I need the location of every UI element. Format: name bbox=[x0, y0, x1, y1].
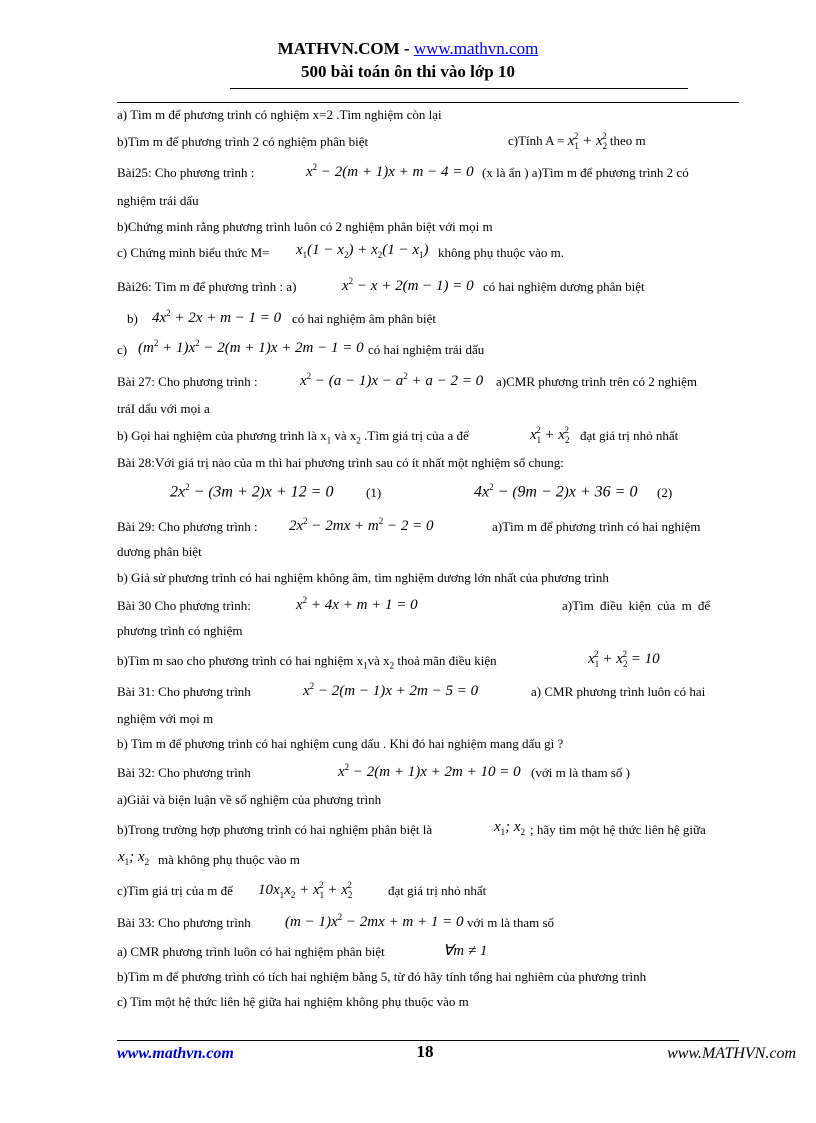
text-line: a) CMR phương trình luôn có hai bbox=[531, 684, 706, 699]
header-separator: - bbox=[399, 39, 414, 58]
page-header-subtitle: 500 bài toán ôn thi vào lớp 10 bbox=[301, 62, 515, 81]
text-line: c) Tìm một hệ thức liên hệ giữa hai nghiệm không phụ thuộc vào m bbox=[117, 994, 469, 1009]
equation-number: (2) bbox=[657, 485, 673, 500]
text-line: có hai nghiệm dương phân biệt bbox=[483, 279, 645, 294]
equation: $2x^2 - 2mx + m^2 - 2 = 0$ bbox=[289, 516, 434, 534]
text-line: phương trình có nghiệm bbox=[117, 623, 243, 638]
equation: $x_1(1 - x_2) + x_2(1 - x_1)$ bbox=[296, 242, 429, 260]
text-line: c) Chứng minh biểu thức M= bbox=[117, 245, 270, 260]
equation: $x_1$; $x_2$ bbox=[494, 819, 526, 837]
equation: $x^2 - (a - 1)x - a^2 + a - 2 = 0$ bbox=[300, 371, 484, 389]
site-link[interactable]: www.mathvn.com bbox=[413, 39, 539, 58]
footer-rule bbox=[117, 1040, 739, 1041]
text-line: b) Tìm m để phương trình có hai nghiệm cung dấu . Khi đó hai nghiệm mang dấu gì ? bbox=[117, 736, 564, 751]
text-line: ; hãy tìm một hệ thức liên hệ giữa bbox=[530, 822, 706, 837]
exercise-title: Bài 28:Với giá trị nào của m thì hai phương trình sau có ít nhất một nghiệm số chung: bbox=[117, 455, 564, 470]
text-line: b)Tìm m để phương trình 2 có nghiệm phân biệt bbox=[117, 134, 369, 149]
text-line: (x là ẩn ) a)Tìm m để phương trình 2 có bbox=[482, 165, 689, 180]
equation: $x^2 - 2(m - 1)x + 2m - 5 = 0$ bbox=[303, 681, 479, 699]
exercise-title: Bài 32: Cho phương trình bbox=[117, 765, 251, 780]
text-line: có hai nghiệm trái dấu bbox=[368, 342, 485, 357]
equation: $x^2 + 4x + m + 1 = 0$ bbox=[296, 595, 418, 613]
text-line: b) Giả sử phương trình có hai nghiệm không âm, tìm nghiệm dương lớn nhất của phương trình bbox=[117, 570, 609, 585]
exercise-title: Bài 31: Cho phương trình bbox=[117, 684, 251, 699]
text-line: đạt giá trị nhỏ nhất bbox=[580, 428, 679, 443]
text-line: b)Chứng minh rằng phương trình luôn có 2 nghiệm phân biệt với mọi m bbox=[117, 219, 493, 234]
text-line: nghiệm với mọi m bbox=[117, 711, 214, 726]
text-line: a)Tìm điều kiện của m để bbox=[562, 598, 711, 613]
text-line: a)Giải và biện luận về số nghiệm của phương trình bbox=[117, 792, 382, 807]
exercise-title: Bài 27: Cho phương trình : bbox=[117, 374, 258, 389]
text-line: dương phân biệt bbox=[117, 544, 202, 559]
equation: $x_1^2 + x_2^2$ bbox=[530, 425, 570, 445]
header-rule bbox=[230, 88, 688, 89]
text-line: b)Trong trường hợp phương trình có hai nghiệm phân biệt là bbox=[117, 822, 433, 837]
equation: $x^2 - x + 2(m - 1) = 0$ bbox=[342, 276, 474, 294]
site-name: MATHVN.COM bbox=[277, 39, 400, 58]
text-line: mà không phụ thuộc vào m bbox=[158, 852, 300, 867]
content-top-rule bbox=[117, 102, 739, 103]
text-line: c) bbox=[117, 342, 128, 357]
text-line: b)Tìm m sao cho phương trình có hai nghiệm $x_1và$ $x_2$ thoả mãn điều kiện bbox=[117, 653, 497, 671]
text-line: đạt giá trị nhỏ nhất bbox=[388, 883, 487, 898]
text-line: b) bbox=[127, 311, 138, 326]
equation: $(m - 1)x^2 - 2mx + m + 1 = 0$ bbox=[285, 912, 464, 930]
text-line: c)Tính $A = x_1^2 + x_2^2$ theo m bbox=[508, 131, 646, 151]
equation: $4x^2 + 2x + m - 1 = 0$ bbox=[152, 308, 282, 326]
text-line: tráI dấu với mọi a bbox=[117, 401, 210, 416]
exercise-title: Bài25: Cho phương trình : bbox=[117, 165, 255, 180]
exercise-title: Bài26: Tìm m để phương trình : a) bbox=[117, 279, 297, 294]
exercise-title: Bài 29: Cho phương trình : bbox=[117, 519, 258, 534]
text-line: a)Tìm m để phương trình có hai nghiệm bbox=[492, 519, 701, 534]
text-line: có hai nghiệm âm phân biệt bbox=[292, 311, 437, 326]
equation: $x_1$; $x_2$ bbox=[118, 849, 150, 867]
text-line: c)Tìm giá trị của m để bbox=[117, 883, 233, 898]
text-line: b) Gọi hai nghiệm của phương trình là $x_1$ và $x_2$ .Tìm giá trị của a để bbox=[117, 428, 469, 446]
equation: ∀m ≠ 1 bbox=[443, 943, 488, 959]
equation: $x^2 - 2(m + 1)x + m - 4 = 0$ bbox=[306, 162, 474, 180]
text-line: (với m là tham số ) bbox=[531, 765, 630, 780]
exercise-title: Bài 30 Cho phương trình: bbox=[117, 598, 251, 613]
text-line: a)CMR phương trình trên có 2 nghiệm bbox=[496, 374, 697, 389]
equation-2: $4x^2 - (9m - 2)x + 36 = 0$ bbox=[474, 482, 638, 501]
footer-left-link[interactable]: www.mathvn.com bbox=[117, 1045, 234, 1062]
equation: $x^2 - 2(m + 1)x + 2m + 10 = 0$ bbox=[338, 762, 521, 780]
text-line: a) Tìm m để phương trình có nghiệm x=2 .Tìm nghiệm còn lại bbox=[117, 107, 442, 122]
equation-number: (1) bbox=[366, 485, 382, 500]
equation: $10x_1x_2 + x_1^2 + x_2^2$ bbox=[258, 880, 353, 900]
equation: $(m^2 + 1)x^2 - 2(m + 1)x + 2m - 1 = 0$ bbox=[138, 338, 364, 356]
text-line: nghiệm trái dấu bbox=[117, 193, 199, 208]
equation-1: $2x^2 - (3m + 2)x + 12 = 0$ bbox=[170, 482, 334, 501]
footer-right-text: www.MATHVN.com bbox=[667, 1045, 796, 1062]
page-number: 18 bbox=[416, 1042, 434, 1061]
text-line: b)Tìm m để phương trình có tích hai nghiệm bằng 5, từ đó hãy tính tổng hai nghiêm của phương trình bbox=[117, 969, 647, 984]
text-line: a) CMR phương trình luôn có hai nghiệm phân biệt bbox=[117, 944, 385, 959]
equation: $x_1^2 + x_2^2 = 10$ bbox=[588, 649, 660, 669]
exercise-title: Bài 33: Cho phương trình bbox=[117, 915, 251, 930]
text-line: không phụ thuộc vào m. bbox=[438, 245, 565, 260]
text-line: với m là tham số bbox=[467, 915, 555, 930]
page-header-title bbox=[0, 39, 816, 59]
